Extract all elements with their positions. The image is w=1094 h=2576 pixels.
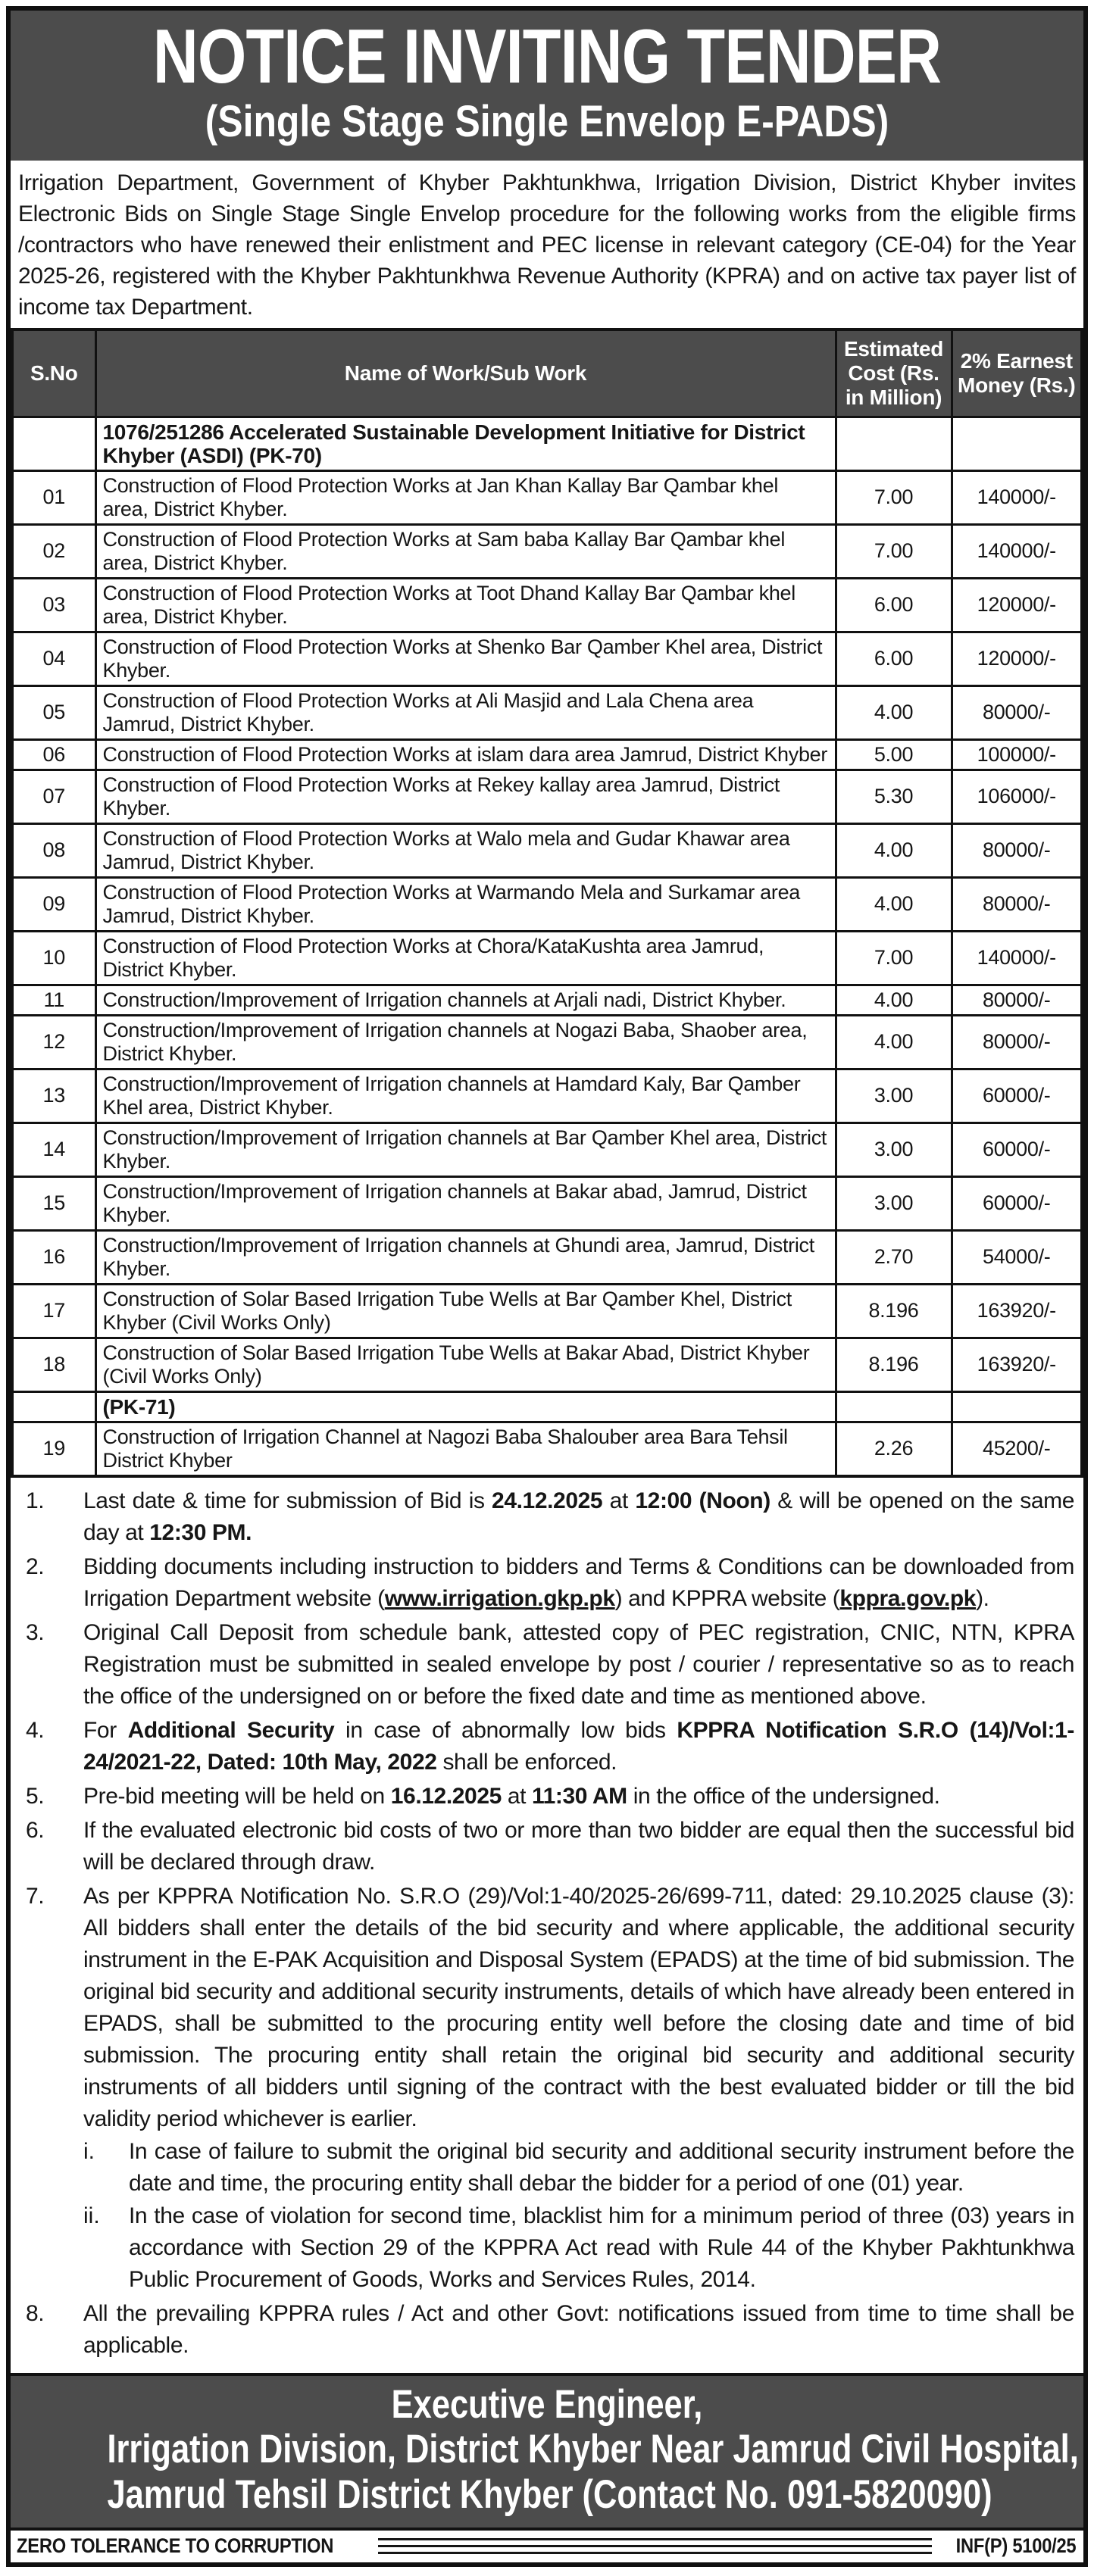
table-row [12,1338,1082,1391]
row-sno: 03 [12,578,95,632]
condition-number: 2. [26,1553,45,1579]
row-cost: 7.00 [836,470,952,524]
row-name: Construction of Solar Based Irrigation Tube Wells at Bar Qamber Khel, District Khyber (Civil Works Only) [95,1284,836,1338]
row-earnest: 60000/- [952,1069,1082,1123]
row-cost: 2.70 [836,1230,952,1284]
table-header-row [12,329,1082,417]
row-earnest [952,1391,1082,1422]
table-row [12,1123,1082,1176]
row-sno: 07 [12,770,95,823]
row-cost: 6.00 [836,632,952,685]
table-row [12,470,1082,524]
condition-text: As per KPPRA Notification No. S.R.O (29)/Vol:1-40/2025-26/699-711, dated: 29.10.2025 clause (3): All bidders shall enter the details of the bid security and where applicable, the additional security instrument in the E-PAK Acquisition and Disposal System (EPADS) at the time of bid submission. The original bid security and additional security instruments, details of which have already been entered in EPADS, shall be submitted to the procuring entity well before the closing date and time of bid submission. The procuring entity shall retain the original bid security and additional security instruments of all bidders until signing of the contract with the best evaluated bidder or till the bid validity period whichever is earlier. [83,1883,1074,2131]
table-row [12,1069,1082,1123]
row-name: Construction of Flood Protection Works at Walo mela and Gudar Khawar area Jamrud, District Khyber. [95,823,836,877]
row-name: Construction of Flood Protection Works at Rekey kallay area Jamrud, District Khyber. [95,770,836,823]
row-cost: 7.00 [836,524,952,578]
subitem-text: In case of failure to submit the original bid security and additional security instrument before the date and time, the procuring entity shall debar the bidder for a period of one (01) year. [129,2138,1074,2196]
condition-number: 5. [26,1783,45,1809]
row-earnest: 140000/- [952,931,1082,985]
table-row [12,632,1082,685]
condition-item [11,1485,1083,1549]
row-sno: 05 [12,685,95,739]
condition-text: Last date & time for submission of Bid is 24.12.2025 at 12:00 (Noon) & will be opened on the same day at 12:30 PM. [83,1488,1074,1545]
condition-number: 3. [26,1619,45,1645]
inf-number: INF(P) 5100/25 [955,2534,1076,2557]
conditions-list [11,1478,1083,2373]
row-cost: 7.00 [836,931,952,985]
row-name: (PK-71) [95,1391,836,1422]
row-earnest: 163920/- [952,1338,1082,1391]
condition-item [11,1551,1083,1615]
condition-item [11,1815,1083,1878]
row-sno: 13 [12,1069,95,1123]
bottom-strip [11,2528,1083,2562]
row-cost: 3.00 [836,1069,952,1123]
row-sno: 04 [12,632,95,685]
row-earnest: 80000/- [952,1015,1082,1069]
row-cost: 2.26 [836,1422,952,1476]
row-earnest: 120000/- [952,632,1082,685]
row-sno: 16 [12,1230,95,1284]
row-earnest: 54000/- [952,1230,1082,1284]
row-cost: 4.00 [836,685,952,739]
row-earnest: 80000/- [952,985,1082,1015]
condition-item [11,1617,1083,1713]
row-sno: 10 [12,931,95,985]
row-earnest: 140000/- [952,524,1082,578]
row-earnest: 80000/- [952,877,1082,931]
subitem-number: i. [83,2138,95,2164]
row-cost: 4.00 [836,823,952,877]
row-name: Construction of Flood Protection Works at Warmando Mela and Surkamar area Jamrud, District Khyber. [95,877,836,931]
row-sno: 11 [12,985,95,1015]
condition-number: 8. [26,2300,45,2326]
row-earnest: 45200/- [952,1422,1082,1476]
table-row [12,1422,1082,1476]
condition-number: 4. [26,1717,45,1743]
signatory-address-contact: Jamrud Tehsil District Khyber (Contact No. 091-5820090) [107,2471,992,2517]
row-cost [836,1391,952,1422]
notice-title: NOTICE INVITING TENDER [152,14,942,99]
col-header-earnest-money: 2% Earnest Money (Rs.) [952,329,1082,417]
table-row [12,770,1082,823]
row-name: Construction of Flood Protection Works at Jan Khan Kallay Bar Qambar khel area, District Khyber. [95,470,836,524]
condition-item [11,1781,1083,1813]
row-sno [12,1391,95,1422]
row-earnest [952,417,1082,470]
col-header-sno: S.No [12,329,95,417]
row-name: Construction of Flood Protection Works at Sam baba Kallay Bar Qambar khel area, District Khyber. [95,524,836,578]
condition-number: 1. [26,1488,45,1513]
row-cost: 4.00 [836,877,952,931]
row-earnest: 100000/- [952,739,1082,770]
row-name: Construction of Flood Protection Works at Toot Dhand Kallay Bar Qambar khel area, District Khyber. [95,578,836,632]
condition-text: All the prevailing KPPRA rules / Act and other Govt: notifications issued from time to time shall be applicable. [83,2300,1074,2358]
row-name: Construction of Irrigation Channel at Nagozi Baba Shalouber area Bara Tehsil District Khyber [95,1422,836,1476]
condition-item [11,2298,1083,2362]
signatory-office: Irrigation Division, District Khyber Near Jamrud Civil Hospital, [107,2427,1079,2472]
row-earnest: 60000/- [952,1123,1082,1176]
row-cost: 6.00 [836,578,952,632]
subitem-text: In the case of violation for second time, blacklist him for a minimum period of three (03) years in accordance with Section 29 of the KPPRA Act read with Rule 44 of the Khyber Pakhtunkhwa Public Procurement of Goods, Works and Services Rules, 2014. [129,2203,1074,2292]
row-cost: 4.00 [836,985,952,1015]
table-row [12,1176,1082,1230]
row-name: Construction of Flood Protection Works at Chora/KataKushta area Jamrud, District Khyber. [95,931,836,985]
condition-item [11,1715,1083,1778]
row-sno: 09 [12,877,95,931]
row-cost: 3.00 [836,1176,952,1230]
tender-notice-ad [6,6,1088,2567]
row-sno: 08 [12,823,95,877]
col-header-estimated-cost: Estimated Cost (Rs. in Million) [836,329,952,417]
signatory-title: Executive Engineer, [391,2381,703,2427]
table-row [12,931,1082,985]
condition-number: 6. [26,1817,45,1843]
row-name: Construction of Solar Based Irrigation Tube Wells at Bakar Abad, District Khyber (Civil Works Only) [95,1338,836,1391]
row-name: Construction/Improvement of Irrigation channels at Nogazi Baba, Shaober area, District Khyber. [95,1015,836,1069]
row-name: 1076/251286 Accelerated Sustainable Development Initiative for District Khyber (ASDI) (PK-70) [95,417,836,470]
condition-text: Original Call Deposit from schedule bank, attested copy of PEC registration, CNIC, NTN, KPRA Registration must be submitted in sealed envelope by post / courier / representative so as to reach the office of the undersigned on or before the fixed date and time as mentioned above. [83,1619,1074,1709]
condition-item [11,1881,1083,2296]
row-cost: 5.30 [836,770,952,823]
table-row [12,1015,1082,1069]
table-row [12,685,1082,739]
intro-paragraph: Irrigation Department, Government of Khyber Pakhtunkhwa, Irrigation Division, District Khyber invites Electronic Bids on Single Stage Single Envelop procedure for the following works from the eligible firms /contractors who have renewed their enlistment and PEC license in relevant category (CE-04) for the Year 2025-26, registered with the Khyber Pakhtunkhwa Revenue Authority (KPRA) and on active tax payer list of income tax Department. [18,170,1076,320]
condition-text: For Additional Security in case of abnormally low bids KPPRA Notification S.R.O (14)/Vol:1-24/2021-22, Dated: 10th May, 2022 shall be enforced. [83,1717,1074,1775]
table-group-row [12,1391,1082,1422]
subitem-number: ii. [83,2203,100,2228]
row-sno: 15 [12,1176,95,1230]
table-row [12,877,1082,931]
table-row [12,524,1082,578]
notice-subtitle: (Single Stage Single Envelop E-PADS) [205,97,889,147]
row-earnest: 140000/- [952,470,1082,524]
row-name: Construction/Improvement of Irrigation channels at Hamdard Kaly, Bar Qamber Khel area, District Khyber. [95,1069,836,1123]
col-header-name-of-work: Name of Work/Sub Work [95,329,836,417]
row-name: Construction/Improvement of Irrigation channels at Bar Qamber Khel area, District Khyber. [95,1123,836,1176]
zero-tolerance-label: ZERO TOLERANCE TO CORRUPTION [17,2534,334,2557]
row-name: Construction/Improvement of Irrigation channels at Bakar abad, Jamrud, District Khyber. [95,1176,836,1230]
condition-text: If the evaluated electronic bid costs of two or more than two bidder are equal then the successful bid will be declared through draw. [83,1817,1074,1875]
row-cost: 8.196 [836,1338,952,1391]
row-sno: 14 [12,1123,95,1176]
row-earnest: 60000/- [952,1176,1082,1230]
row-sno: 06 [12,739,95,770]
row-sno: 02 [12,524,95,578]
condition-text: Bidding documents including instruction to bidders and Terms & Conditions can be downloaded from Irrigation Department website (www.irrigation.gkp.pk) and KPPRA website (kppra.gov.pk). [83,1553,1074,1611]
condition-text: Pre-bid meeting will be held on 16.12.2025 at 11:30 AM in the office of the undersigned. [83,1783,940,1809]
row-name: Construction of Flood Protection Works at Ali Masjid and Lala Chena area Jamrud, District Khyber. [95,685,836,739]
row-name: Construction/Improvement of Irrigation channels at Arjali nadi, District Khyber. [95,985,836,1015]
masthead [11,11,1083,161]
row-cost: 5.00 [836,739,952,770]
table-row [12,985,1082,1015]
row-name: Construction of Flood Protection Works at Shenko Bar Qamber Khel area, District Khyber. [95,632,836,685]
row-cost [836,417,952,470]
row-sno: 12 [12,1015,95,1069]
row-earnest: 163920/- [952,1284,1082,1338]
row-earnest: 120000/- [952,578,1082,632]
row-sno: 17 [12,1284,95,1338]
table-row [12,1230,1082,1284]
table-row [12,823,1082,877]
table-row [12,578,1082,632]
row-sno: 01 [12,470,95,524]
condition-number: 7. [26,1883,45,1909]
row-name: Construction/Improvement of Irrigation channels at Ghundi area, Jamrud, District Khyber. [95,1230,836,1284]
row-cost: 4.00 [836,1015,952,1069]
row-sno: 19 [12,1422,95,1476]
row-sno [12,417,95,470]
condition-subitem [83,2136,1074,2200]
table-row [12,1284,1082,1338]
divider-lines [378,2538,931,2554]
row-cost: 3.00 [836,1123,952,1176]
row-earnest: 80000/- [952,685,1082,739]
table-row [12,739,1082,770]
row-earnest: 80000/- [952,823,1082,877]
works-table [11,328,1083,1478]
row-cost: 8.196 [836,1284,952,1338]
table-group-row [12,417,1082,470]
row-earnest: 106000/- [952,770,1082,823]
row-sno: 18 [12,1338,95,1391]
condition-subitem [83,2200,1074,2296]
signatory-block [11,2373,1083,2528]
row-name: Construction of Flood Protection Works at islam dara area Jamrud, District Khyber [95,739,836,770]
